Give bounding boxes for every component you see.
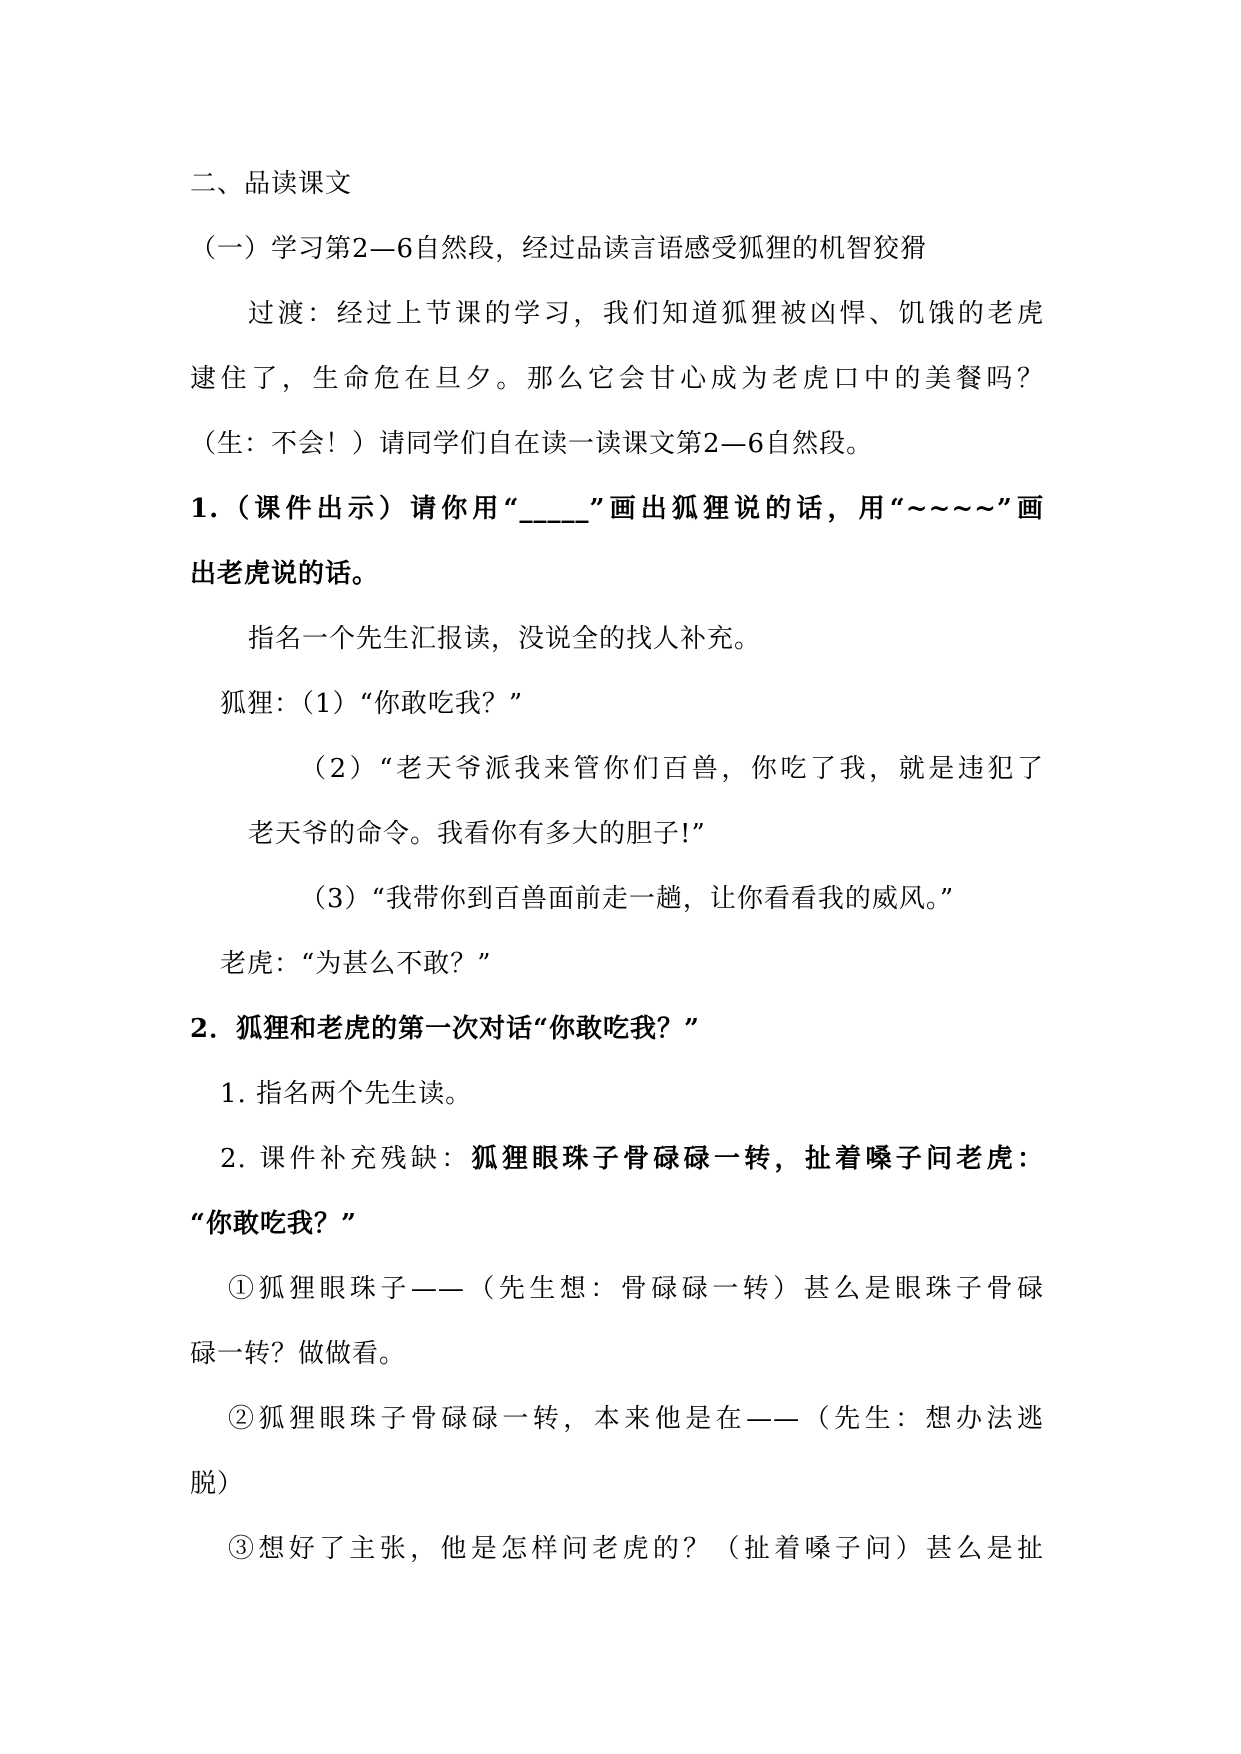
task2-item-1: 1. 指名两个先生读。: [220, 1079, 473, 1109]
task2-heading: 2．狐狸和老虎的第一次对话“你敢吃我？”: [190, 1014, 701, 1044]
intro-line-2: 逮住了，生命危在旦夕。那么它会甘心成为老虎口中的美餐吗？: [190, 364, 1044, 394]
point-1-line-2: 碌一转？做做看。: [190, 1339, 407, 1369]
task2-item-2-bold: 狐狸眼珠子骨碌碌一转，扯着嗓子问老虎：: [471, 1144, 1044, 1174]
task1-instruction: 指名一个先生汇报读，没说全的找人补充。: [248, 624, 762, 654]
fox-quote-1-row: [220, 686, 523, 722]
task1-heading-line-1: 1.（课件出示）请你用“_____”画出狐狸说的话，用“~~~~”画: [190, 494, 1044, 524]
fox-label: 狐狸：: [220, 689, 302, 719]
task1-heading-line-2: 出老虎说的话。: [190, 559, 380, 589]
tiger-quote: 老虎：“为甚么不敢？”: [220, 949, 492, 979]
fox-quote-2-line-1: （2）“老天爷派我来管你们百兽，你吃了我，就是违犯了: [300, 754, 1044, 784]
point-2-line-2: 脱）: [190, 1469, 245, 1499]
task2-item-2-row: [220, 1141, 1044, 1177]
section-title: 二、品读课文: [190, 169, 353, 199]
task2-item-2-line-2: “你敢吃我？”: [190, 1209, 357, 1239]
intro-line-1: 过渡：经过上节课的学习，我们知道狐狸被凶悍、饥饿的老虎: [248, 299, 1044, 329]
fox-quote-1: （1）“你敢吃我？”: [301, 689, 524, 719]
point-1-line-1: ①狐狸眼珠子——（先生想：骨碌碌一转）甚么是眼珠子骨碌: [228, 1274, 1044, 1304]
intro-line-3: （生：不会！）请同学们自在读一读课文第2—6自然段。: [190, 429, 874, 459]
fox-quote-3: （3）“我带你到百兽面前走一趟，让你看看我的威风。”: [300, 884, 955, 914]
subsection-title: （一）学习第2—6自然段，经过品读言语感受狐狸的机智狡猾: [190, 234, 928, 264]
fox-quote-2-line-2: 老天爷的命令。我看你有多大的胆子!”: [248, 819, 706, 849]
point-2-line-1: ②狐狸眼珠子骨碌碌一转，本来他是在——（先生：想办法逃: [228, 1404, 1044, 1434]
point-3-line-1: ③想好了主张，他是怎样问老虎的？（扯着嗓子问）甚么是扯: [228, 1534, 1044, 1564]
task2-item-2-prefix: 2. 课件补充残缺：: [220, 1144, 472, 1174]
